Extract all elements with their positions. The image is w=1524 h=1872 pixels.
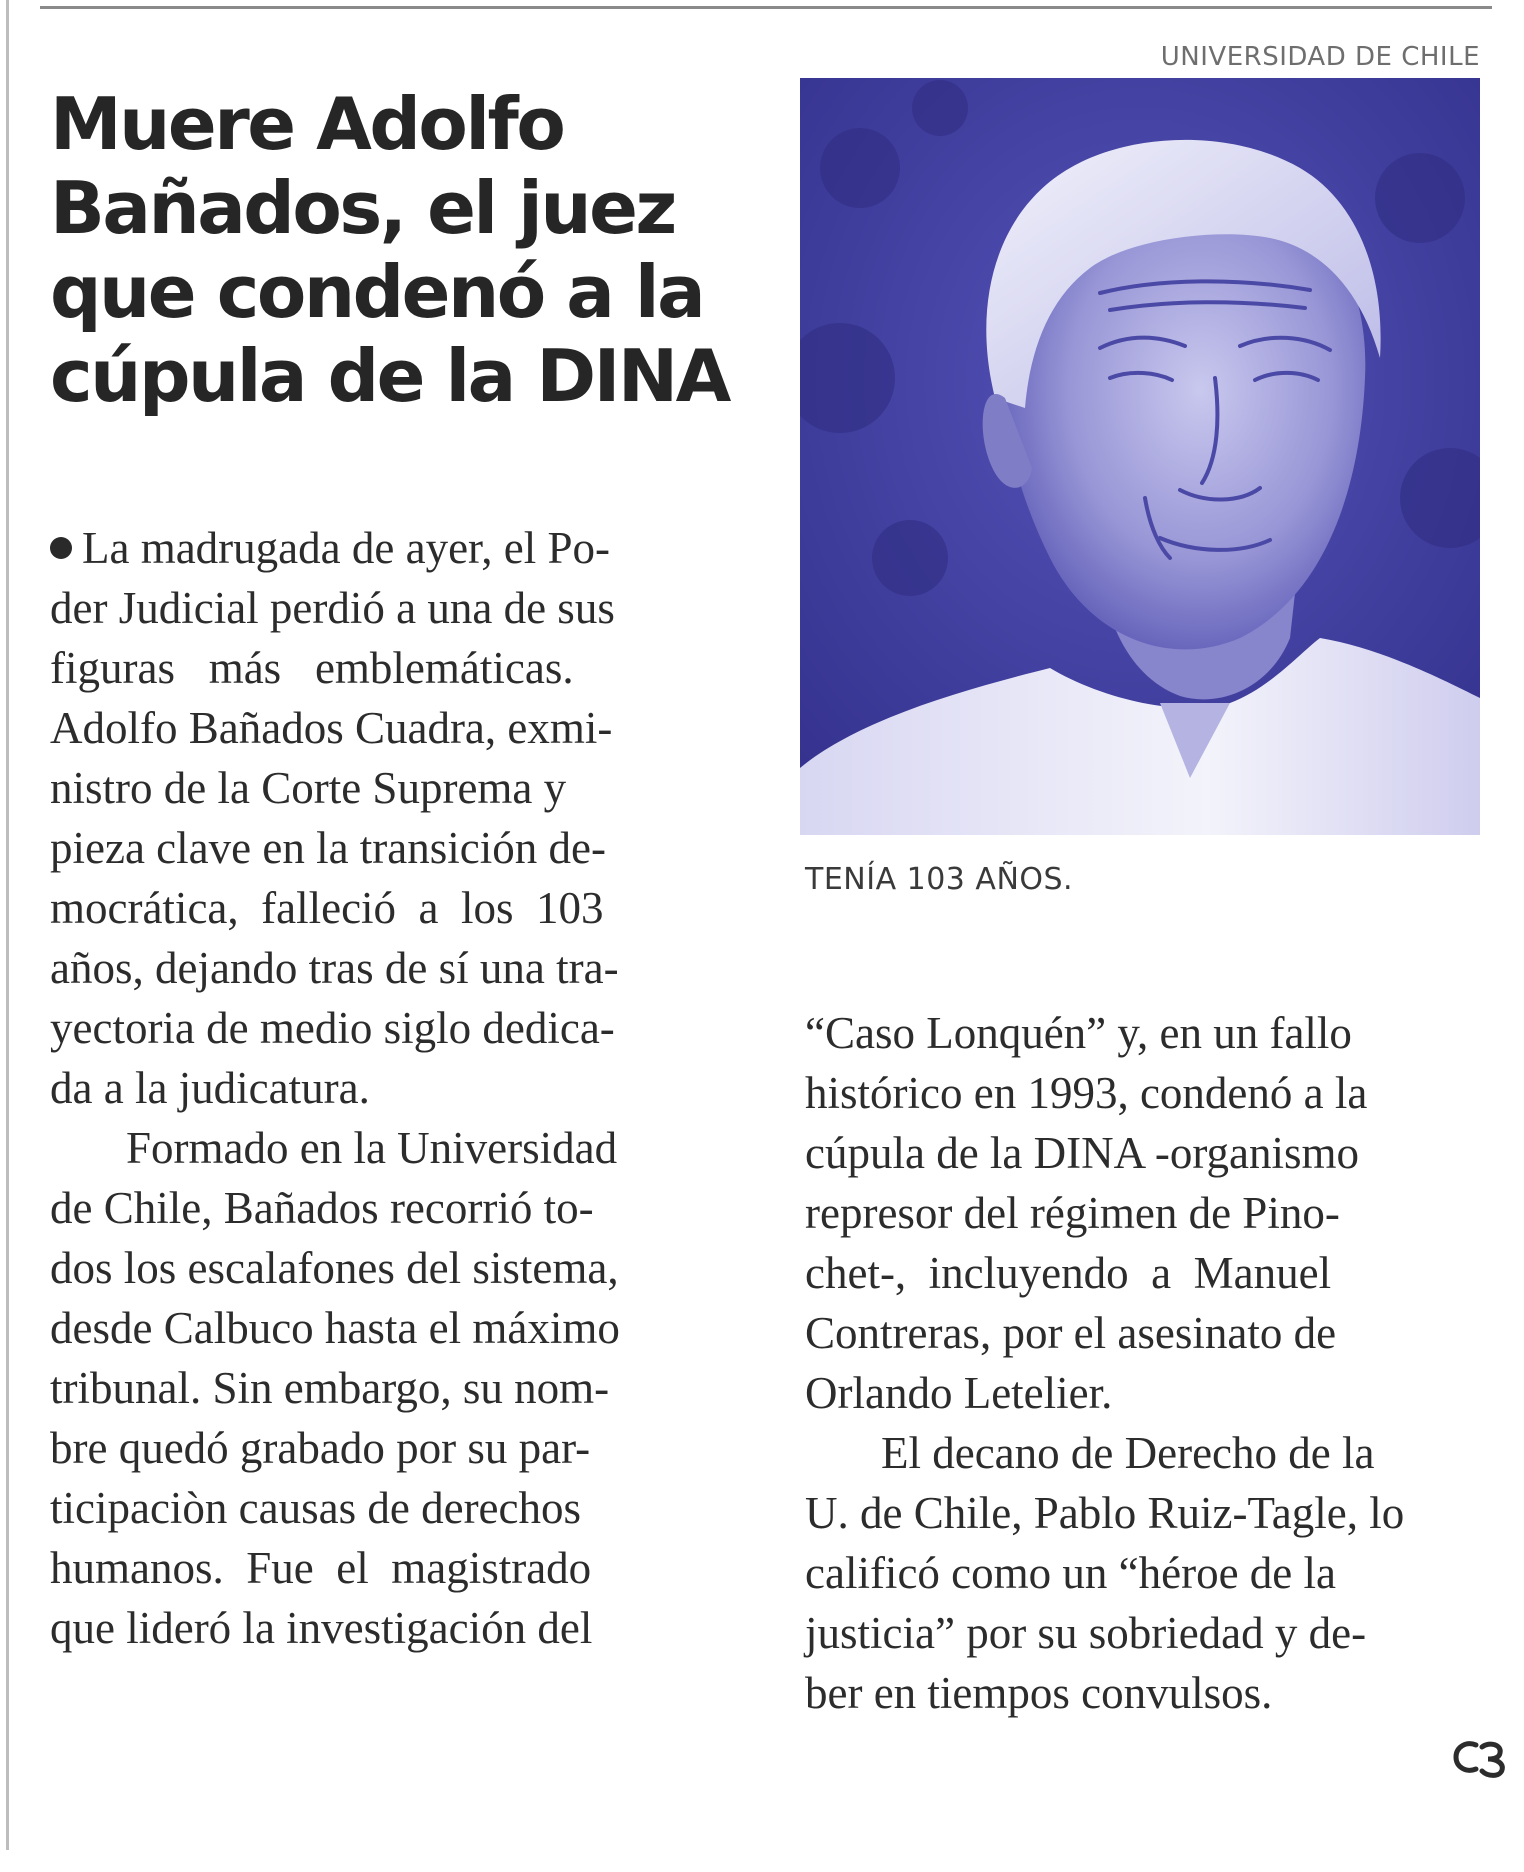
text-line: de Chile, Bañados recorrió to- — [50, 1183, 594, 1233]
text-line: desde Calbuco hasta el máximo — [50, 1303, 620, 1353]
bullet-dot-icon — [50, 537, 72, 559]
text-line: Contreras, por el asesinato de — [805, 1308, 1337, 1358]
text-line: ber en tiempos convulsos. — [805, 1668, 1273, 1718]
top-rule — [40, 6, 1492, 9]
text-line — [50, 518, 740, 578]
text-line: Formado en la Universidad — [126, 1123, 618, 1173]
text-line: histórico en 1993, condenó a la — [805, 1068, 1368, 1118]
text-line: bre quedó grabado por su par- — [50, 1423, 591, 1473]
text-line: “Caso Lonquén” y, en un fallo — [805, 1008, 1352, 1058]
text-line: El decano de Derecho de la — [881, 1428, 1375, 1478]
text-line-content: La madrugada de ayer, el Po- — [82, 523, 610, 573]
article-column-right — [805, 1003, 1485, 1723]
text-line: ticipaciòn causas de derechos — [50, 1483, 582, 1533]
text-line: años, dejando tras de sí una tra- — [50, 943, 619, 993]
text-line: U. de Chile, Pablo Ruiz-Tagle, lo — [805, 1488, 1405, 1538]
text-line: da a la judicatura. — [50, 1063, 370, 1113]
headline-line: Bañados, el juez — [50, 166, 675, 250]
portrait-photo — [800, 78, 1480, 835]
text-line: yectoria de medio siglo dedica- — [50, 1003, 615, 1053]
text-line: represor del régimen de Pino- — [805, 1188, 1340, 1238]
text-line: calificó como un “héroe de la — [805, 1548, 1336, 1598]
text-line: cúpula de la DINA -organismo — [805, 1128, 1360, 1178]
headline-line: cúpula de la DINA — [50, 334, 729, 418]
headline — [50, 82, 770, 418]
article-column-left — [50, 518, 740, 1658]
text-line: chet-, incluyendo a Manuel — [805, 1248, 1332, 1298]
text-line: Orlando Letelier. — [805, 1368, 1113, 1418]
portrait-illustration — [800, 78, 1480, 835]
text-line: justicia” por su sobriedad y de- — [805, 1608, 1367, 1658]
text-line: figuras más emblemáticas. — [50, 643, 574, 693]
photo-caption: TENÍA 103 AÑOS. — [805, 862, 1074, 897]
end-of-article-icon — [1450, 1735, 1510, 1781]
text-line: nistro de la Corte Suprema y — [50, 763, 567, 813]
text-line: Adolfo Bañados Cuadra, exmi- — [50, 703, 613, 753]
text-line: der Judicial perdió a una de sus — [50, 583, 615, 633]
headline-line: que condenó a la — [50, 250, 704, 334]
text-line: dos los escalafones del sistema, — [50, 1243, 619, 1293]
text-line: pieza clave en la transición de- — [50, 823, 606, 873]
text-line: mocrática, falleció a los 103 — [50, 883, 604, 933]
column-rule — [6, 0, 9, 1850]
headline-line: Muere Adolfo — [50, 82, 564, 166]
photo-credit: UNIVERSIDAD DE CHILE — [1160, 42, 1480, 72]
text-line: que lideró la investigación del — [50, 1603, 593, 1653]
text-line: tribunal. Sin embargo, su nom- — [50, 1363, 610, 1413]
text-line: humanos. Fue el magistrado — [50, 1543, 592, 1593]
